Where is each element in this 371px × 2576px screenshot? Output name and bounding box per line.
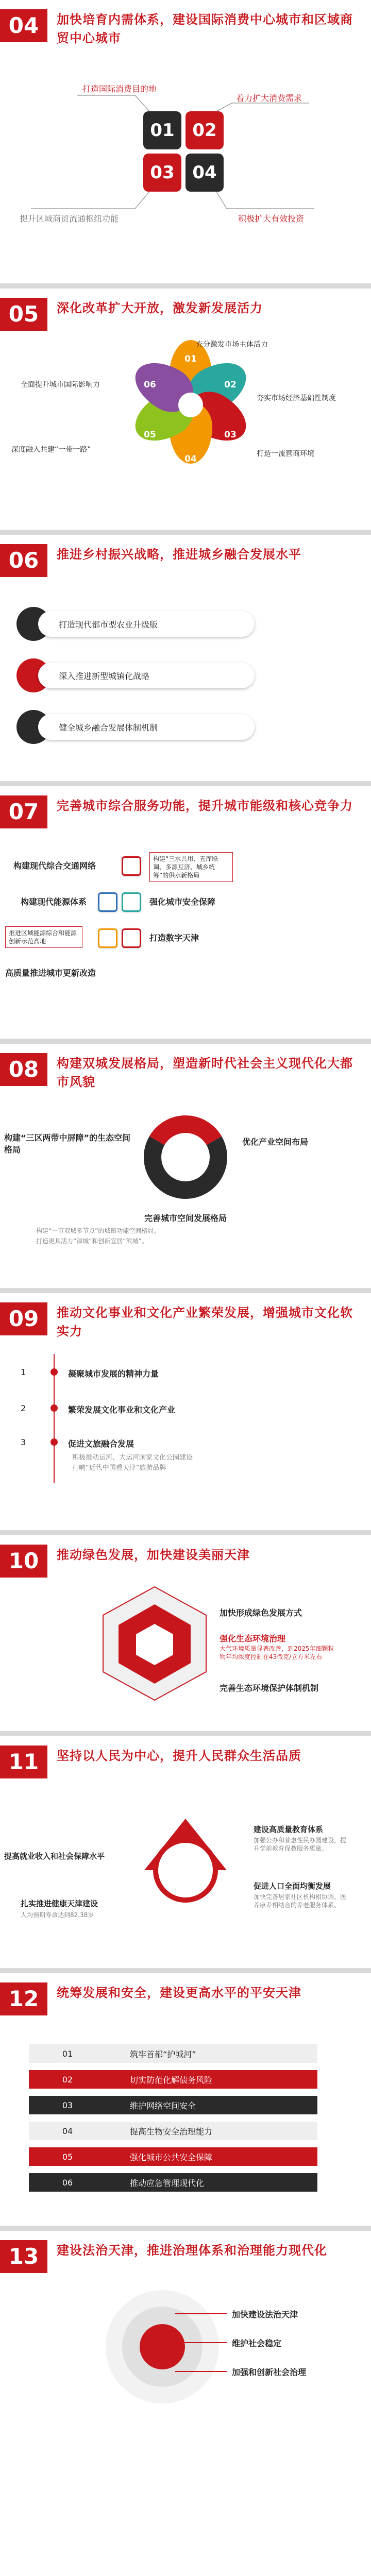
item-label: 构建现代综合交通网络 [13, 861, 96, 871]
item-label: 凝聚城市发展的精神力量 [68, 1369, 159, 1379]
section-title: 加快培育内需体系，建设国际消费中心城市和区域商贸中心城市 [57, 12, 353, 45]
badge-05: 05 [144, 430, 156, 440]
square-icon [98, 928, 117, 948]
item-label: 加快形成绿色发展方式 [220, 1608, 302, 1618]
section-title: 坚持以人民为中心，提升人民群众生活品质 [57, 1749, 301, 1763]
pointer-line [175, 2342, 227, 2343]
badge-01: 01 [184, 354, 197, 364]
item-label: 优化产业空间布局 [242, 1137, 309, 1147]
item-label: 构建“三区两带中屏障”的生态空间格局 [4, 1133, 131, 1155]
item-label: 繁荣发展文化事业和文化产业 [68, 1405, 176, 1415]
section-title: 构建双城发展格局，塑造新时代社会主义现代化大都市风貌 [57, 1056, 353, 1089]
section-08 [0, 1044, 371, 1293]
section-12 [0, 1973, 371, 2231]
center-icon [129, 1814, 242, 1917]
section-title: 建设法治天津，推进治理体系和治理能力现代化 [57, 2243, 327, 2258]
timeline-dot [50, 1438, 58, 1446]
item-label: 积极扩大有效投资 [238, 214, 305, 224]
row-number: 03 [62, 2100, 73, 2110]
section-number: 06 [0, 544, 47, 577]
item-label: 夯实市场经济基础性制度 [257, 394, 336, 402]
item-label: 深入推进新型城镇化战略 [38, 663, 255, 688]
section-13 [0, 2231, 371, 2411]
flower-diagram [129, 335, 252, 469]
item-label: 提高就业收入和社会保障水平 [4, 1852, 105, 1861]
square-icon [98, 892, 117, 912]
row-label: 维护网络空间安全 [130, 2100, 196, 2111]
section-title: 深化改革扩大开放，激发新发展活力 [57, 301, 263, 315]
item-label: 构建“一市双城多节点”的城镇功能空间格局。 [36, 1227, 160, 1234]
list-row [29, 2096, 317, 2114]
cell-04: 04 [185, 154, 224, 192]
section-11 [0, 1736, 371, 1973]
step-number: 1 [21, 1367, 26, 1377]
section-number: 07 [0, 795, 47, 828]
section-04 [0, 0, 371, 289]
badge-06: 06 [144, 380, 156, 390]
item-label: 高质量推进城市更新改造 [5, 968, 96, 978]
item-label: 深度融入共建“一带一路” [11, 446, 91, 454]
item-label: 强化生态环境治理 [220, 1634, 286, 1643]
row-number: 02 [62, 2074, 73, 2084]
section-number: 13 [0, 2240, 47, 2273]
square-icon [122, 892, 141, 912]
item-label: 着力扩大消费需求 [236, 93, 302, 103]
square-icon [122, 928, 141, 948]
section-title: 推动文化事业和文化产业繁荣发展，增强城市文化软实力 [57, 1306, 353, 1338]
badge-03: 03 [224, 430, 237, 440]
item-label: 强化城市安全保障 [149, 897, 216, 907]
item-label: 扎实推进健康天津建设 [21, 1899, 98, 1908]
cell-01: 01 [143, 111, 181, 149]
section-07 [0, 786, 371, 1044]
connector-lines [0, 0, 371, 289]
item-label: 构建现代能源体系 [21, 897, 87, 907]
step-number: 2 [21, 1403, 26, 1413]
list-row [29, 2173, 317, 2192]
ring-diagram [139, 1111, 232, 1204]
list-item [16, 710, 255, 744]
timeline-dot [50, 1368, 58, 1376]
pointer-line [175, 2313, 227, 2314]
section-title: 推动绿色发展，加快建设美丽天津 [57, 1548, 250, 1562]
step-number: 3 [21, 1437, 26, 1447]
section-number: 08 [0, 1053, 47, 1086]
item-note: 大气环境质量显著改善，到2025年细颗粒物年均浓度控制在43微克/立方米左右 [220, 1645, 334, 1660]
section-09 [0, 1293, 371, 1535]
item-label: 加快建设法治天津 [232, 2310, 298, 2319]
row-number: 01 [62, 2048, 73, 2059]
row-number: 05 [62, 2151, 73, 2162]
item-sub: 人均预期寿命达到82.38岁 [21, 1911, 94, 1919]
section-title: 统筹发展和安全，建设更高水平的平安天津 [57, 1986, 301, 2000]
list-item [16, 607, 255, 641]
section-title: 推进乡村振兴战略，推进城乡融合发展水平 [57, 547, 301, 562]
section-number: 05 [0, 298, 47, 331]
square-icon [122, 856, 141, 876]
item-label: 打造一流营商环境 [257, 450, 314, 458]
item-label: 完善生态环境保护体制机制 [220, 1683, 319, 1693]
list-row [29, 2070, 317, 2089]
row-number: 04 [62, 2126, 73, 2136]
row-label: 筑牢首都“护城河” [130, 2049, 196, 2059]
badge-04: 04 [184, 454, 197, 464]
section-number: 09 [0, 1302, 47, 1335]
section-number: 10 [0, 1545, 47, 1578]
item-label: 促进人口全面均衡发展 [254, 1882, 331, 1891]
row-label: 强化城市公共安全保障 [130, 2152, 213, 2162]
item-label: 打造更具活力“津城”和创新宜居“滨城”。 [36, 1238, 148, 1245]
timeline-dot [50, 1404, 58, 1412]
list-row [29, 2122, 317, 2140]
cell-02: 02 [185, 111, 224, 149]
list-item [16, 658, 255, 692]
section-06 [0, 535, 371, 786]
note-box: 推进区域能源综合和能源创新示范高地 [5, 926, 82, 948]
row-number: 06 [62, 2177, 73, 2188]
section-title: 完善城市综合服务功能，提升城市能级和核心竞争力 [57, 799, 353, 813]
flower-center [178, 393, 203, 417]
section-number: 04 [0, 9, 47, 42]
item-label: 加强和创新社会治理 [232, 2367, 307, 2377]
item-label: 打造数字天津 [149, 933, 199, 943]
item-label: 打造现代都市型农业升级版 [38, 611, 255, 637]
item-sub: 积极推动运河、大运河国家文化公园建设 [72, 1454, 193, 1462]
row-label: 提高生物安全治理能力 [130, 2126, 213, 2137]
item-sub: 加强公办和普惠性民办园建设，提升学前教育保教服务质量。 [254, 1837, 347, 1852]
note-box: 构建“三水共用、五库联调、多源互济、城乡统筹”的供水新格局 [149, 852, 233, 882]
item-label: 提升区域商贸流通枢纽功能 [20, 214, 119, 224]
item-label: 完善城市空间发展格局 [144, 1213, 227, 1223]
section-number: 12 [0, 1982, 47, 2015]
item-label: 充分激发市场主体活力 [196, 341, 268, 349]
item-sub: 打响“近代中国看天津”旅游品牌 [72, 1464, 166, 1472]
section-number: 11 [0, 1745, 47, 1778]
row-label: 切实防范化解债务风险 [130, 2075, 213, 2085]
layered-circles [103, 2287, 222, 2406]
item-label: 建设高质量教育体系 [254, 1825, 324, 1834]
item-label: 健全城乡融合发展体制机制 [38, 714, 255, 740]
section-10 [0, 1535, 371, 1736]
cell-03: 03 [143, 154, 181, 192]
pointer-line [175, 2371, 227, 2372]
item-label: 全面提升城市国际影响力 [21, 381, 100, 389]
item-sub: 加快完善居家社区机构相协调、医养康养相结合的养老服务体系。 [254, 1893, 347, 1909]
item-label: 打造国际消费目的地 [82, 84, 157, 94]
section-05 [0, 289, 371, 535]
row-label: 推动应急管理现代化 [130, 2178, 205, 2188]
hex-diagram [93, 1582, 216, 1710]
list-row [29, 2044, 317, 2063]
item-label: 维护社会稳定 [232, 2338, 282, 2348]
list-row [29, 2147, 317, 2166]
item-label: 促进文旅融合发展 [68, 1439, 134, 1449]
badge-02: 02 [224, 380, 237, 390]
